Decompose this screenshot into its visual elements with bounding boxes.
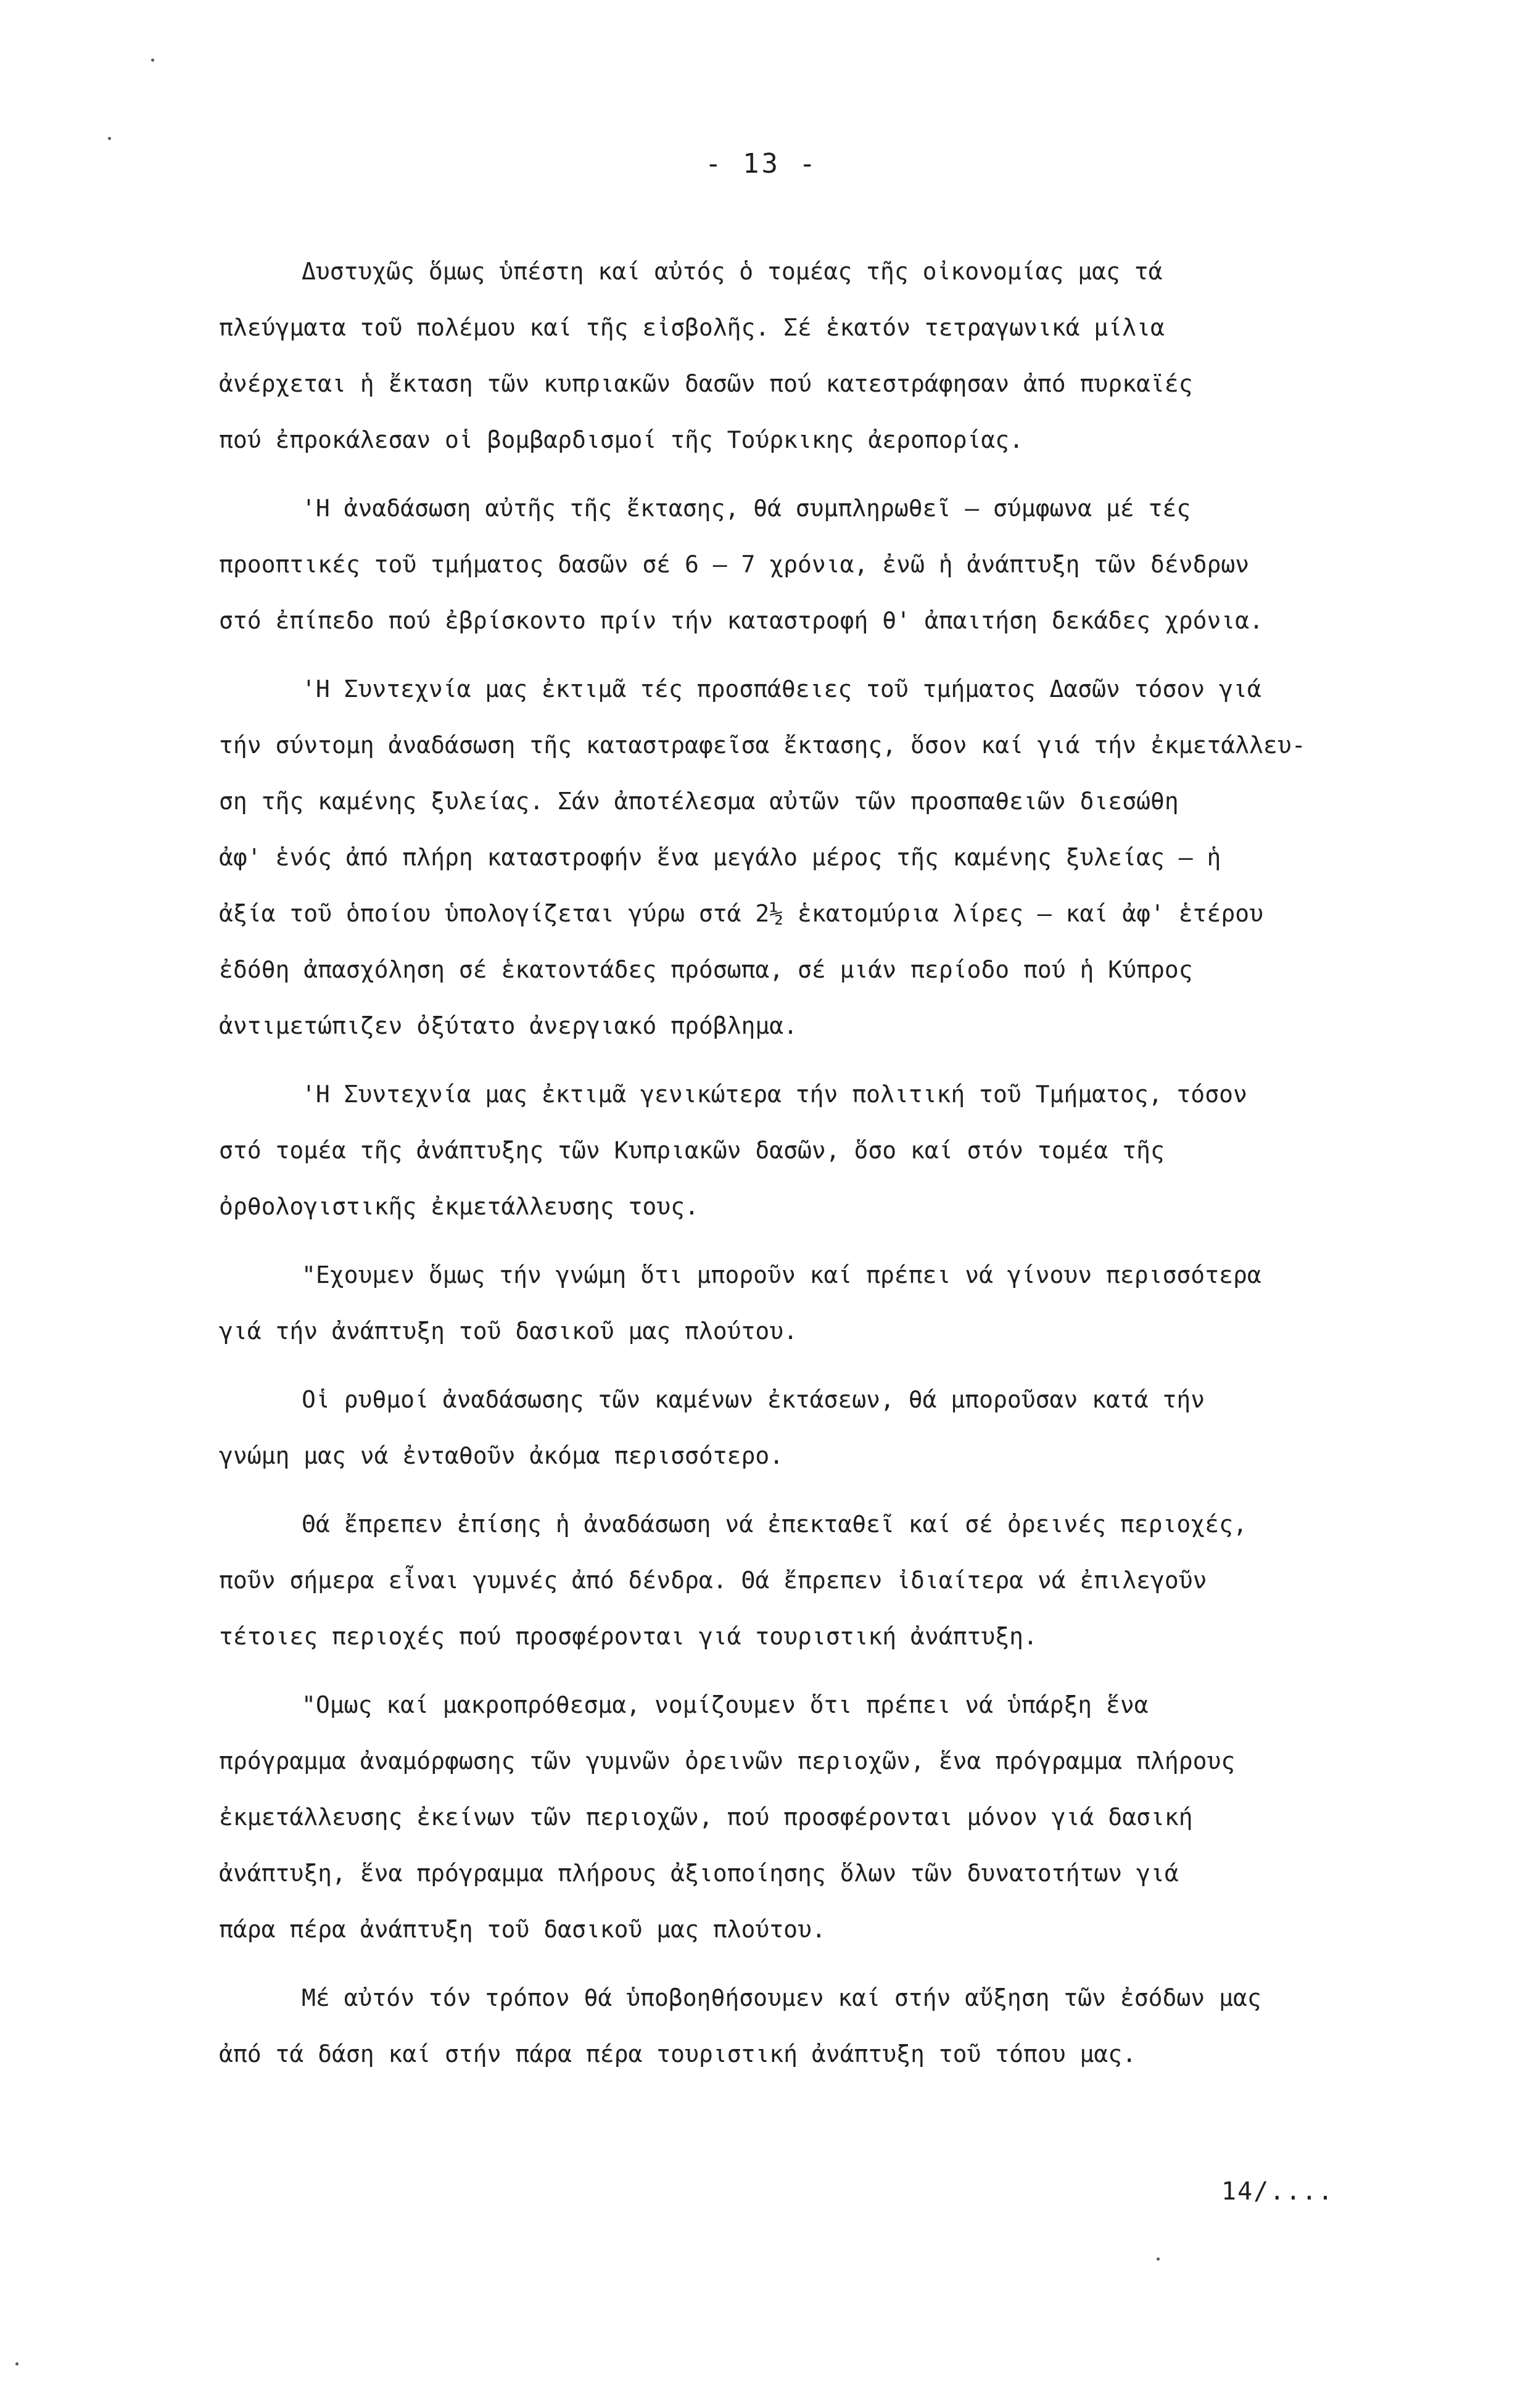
body-text [219,244,1416,2095]
text-line: ἀνέρχεται ἡ ἔκταση τῶν κυπριακῶν δασῶν πού κατεστράφησαν ἀπό πυρκαϊές [219,370,1193,397]
page-number: - 13 - [705,148,818,179]
text-line: τέτοιες περιοχές πού προσφέρονται γιά τουριστική ἀνάπτυξη. [219,1623,1038,1650]
text-line: "Ομως καί μακροπρόθεσμα, νομίζουμεν ὅτι πρέπει νά ὑπάρξη ἕνα [302,1691,1149,1718]
scan-speck [108,137,111,140]
paragraph [219,244,1416,468]
text-line: Οἱ ρυθμοί ἀναδάσωσης τῶν καμένων ἐκτάσεων, θά μποροῦσαν κατά τήν [302,1386,1205,1413]
text-line: ἀντιμετώπιζεν ὀξύτατο ἀνεργιακό πρόβλημα. [219,1012,798,1039]
scan-speck [1157,2258,1160,2261]
scan-speck [15,2362,19,2365]
continuation-marker: 14/.... [1221,2177,1334,2206]
text-line: ἀφ' ἑνός ἀπό πλήρη καταστροφήν ἕνα μεγάλο μέρος τῆς καμένης ξυλείας – ἡ [219,844,1221,871]
text-line: στό ἐπίπεδο πού ἐβρίσκοντο πρίν τήν καταστροφή θ' ἀπαιτήση δεκάδες χρόνια. [219,607,1263,634]
paragraph [219,661,1416,1054]
text-line: 'Η Συντεχνία μας ἐκτιμᾶ τές προσπάθειες τοῦ τμήματος Δασῶν τόσον γιά [302,675,1261,703]
text-line: Δυστυχῶς ὅμως ὑπέστη καί αὐτός ὁ τομέας τῆς οἰκονομίας μας τά [302,258,1163,285]
text-line: προοπτικές τοῦ τμήματος δασῶν σέ 6 – 7 χρόνια, ἐνῶ ἡ ἀνάπτυξη τῶν δένδρων [219,551,1250,578]
text-line: ἐδόθη ἀπασχόληση σέ ἑκατοντάδες πρόσωπα, σέ μιάν περίοδο πού ἡ Κύπρος [219,956,1193,983]
text-line: πρόγραμμα ἀναμόρφωσης τῶν γυμνῶν ὀρεινῶν περιοχῶν, ἕνα πρόγραμμα πλήρους [219,1747,1236,1775]
text-line: Θά ἔπρεπεν ἐπίσης ἡ ἀναδάσωση νά ἐπεκταθεῖ καί σέ ὀρεινές περιοχές, [302,1511,1247,1538]
paragraph [219,1496,1416,1665]
paragraph [219,480,1416,649]
text-line: ἀπό τά δάση καί στήν πάρα πέρα τουριστική ἀνάπτυξη τοῦ τόπου μας. [219,2040,1137,2068]
paragraph [219,1372,1416,1484]
paragraph [219,1677,1416,1958]
paragraph [219,1247,1416,1359]
text-line: ἀνάπτυξη, ἕνα πρόγραμμα πλήρους ἀξιοποίησης ὅλων τῶν δυνατοτήτων γιά [219,1860,1179,1887]
text-line: ση τῆς καμένης ξυλείας. Σάν ἀποτέλεσμα αὐτῶν τῶν προσπαθειῶν διεσώθη [219,788,1179,815]
text-line: 'Η Συντεχνία μας ἐκτιμᾶ γενικώτερα τήν πολιτική τοῦ Τμήματος, τόσον [302,1081,1247,1108]
paragraph [219,1066,1416,1235]
text-line: ὀρθολογιστικῆς ἐκμετάλλευσης τους. [219,1193,699,1220]
text-line: στό τομέα τῆς ἀνάπτυξης τῶν Κυπριακῶν δασῶν, ὅσο καί στόν τομέα τῆς [219,1137,1165,1164]
paragraph [219,1970,1416,2082]
text-line: Μέ αὐτόν τόν τρόπον θά ὑποβοηθήσουμεν καί στήν αὔξηση τῶν ἐσόδων μας [302,1984,1261,2011]
text-line: τήν σύντομη ἀναδάσωση τῆς καταστραφεῖσα ἔκτασης, ὅσον καί γιά τήν ἐκμετάλλευ- [219,732,1306,759]
text-line: 'Η ἀναδάσωση αὐτῆς τῆς ἔκτασης, θά συμπληρωθεῖ – σύμφωνα μέ τές [302,495,1191,522]
text-line: ἐκμετάλλευσης ἐκείνων τῶν περιοχῶν, πού προσφέρονται μόνον γιά δασική [219,1804,1193,1831]
text-line: πάρα πέρα ἀνάπτυξη τοῦ δασικοῦ μας πλούτου. [219,1916,826,1943]
text-line: γιά τήν ἀνάπτυξη τοῦ δασικοῦ μας πλούτου. [219,1317,798,1345]
scan-speck [151,59,154,62]
text-line: γνώμη μας νά ἐνταθοῦν ἀκόμα περισσότερο. [219,1442,784,1469]
text-line: "Εχουμεν ὅμως τήν γνώμη ὅτι μποροῦν καί πρέπει νά γίνουν περισσότερα [302,1261,1261,1289]
text-line: ποῦν σήμερα εἶναι γυμνές ἀπό δένδρα. Θά ἔπρεπεν ἰδιαίτερα νά ἐπιλεγοῦν [219,1567,1207,1594]
text-line: ἀξία τοῦ ὁποίου ὑπολογίζεται γύρω στά 2½ ἑκατομύρια λίρες – καί ἀφ' ἑτέρου [219,900,1263,927]
text-line: πού ἐπροκάλεσαν οἱ βομβαρδισμοί τῆς Τούρκικης ἀεροπορίας. [219,426,1024,453]
text-line: πλεύγματα τοῦ πολέμου καί τῆς εἰσβολῆς. Σέ ἑκατόν τετραγωνικά μίλια [219,314,1165,341]
